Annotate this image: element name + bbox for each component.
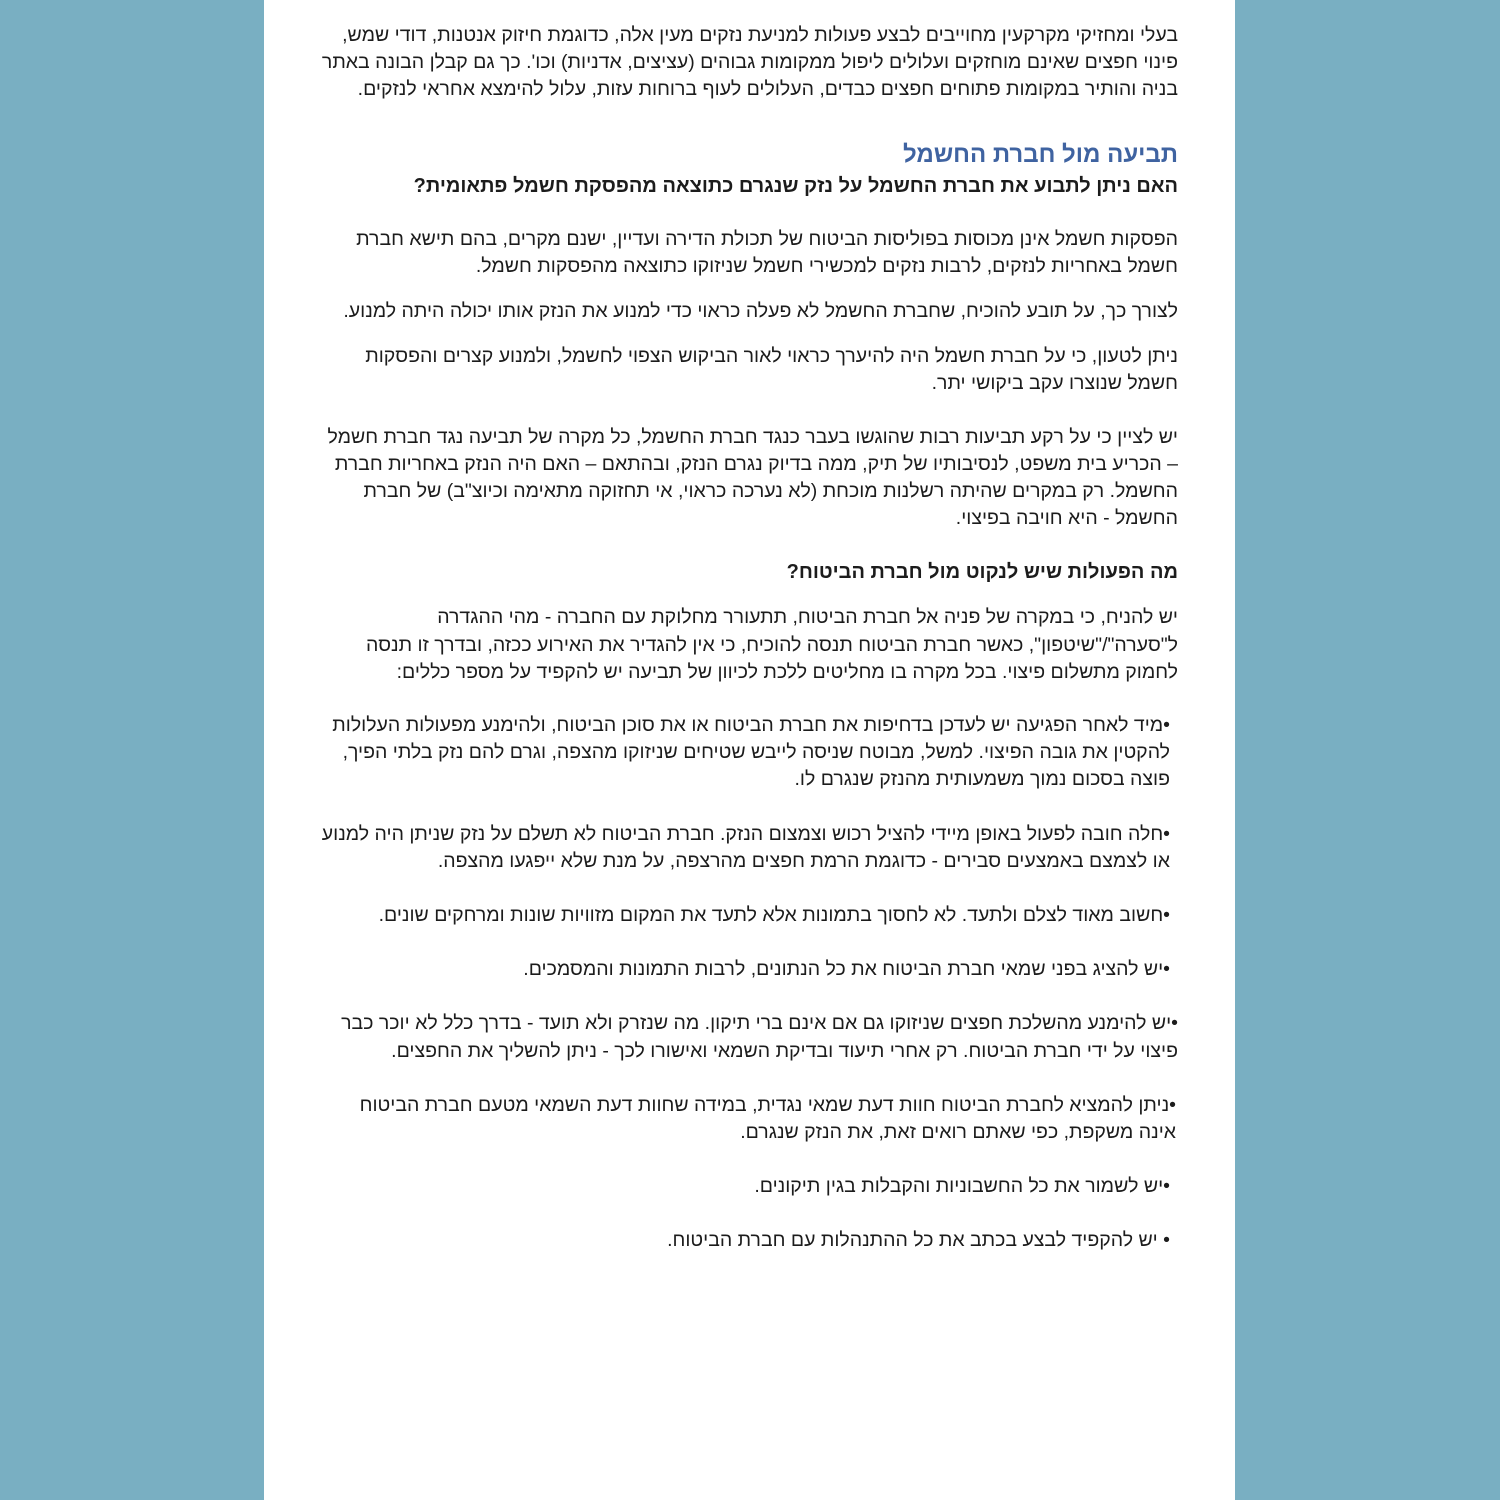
bullet-icon: • xyxy=(1163,904,1170,927)
paragraph-3: ניתן לטעון, כי על חברת חשמל היה להיערך כראוי לאור הביקוש הצפוי לחשמל, ולמנוע קצרים והפסקות חשמל שנוצרו עקב ביקושי יתר. xyxy=(365,345,1178,395)
section-heading-electric-company: תביעה מול חברת החשמל xyxy=(902,140,1178,168)
list-item xyxy=(320,1092,1176,1146)
insurance-steps-list xyxy=(320,712,1178,1255)
paragraph-4: יש לציין כי על רקע תביעות רבות שהוגשו בעבר כנגד חברת החשמל, כל מקרה של תביעה נגד חברת חשמל – הכריע בית משפט, לנסיבותיו של תיק, ממה בדיוק נגרם הנזק, ובהתאם – האם היה הנזק באחריות חברת החשמל. רק במקרים שהיתה רשלנות מוכחת (לא נערכה כראוי, אי תחזוקה מתאימה וכיוצ"ב) של חברת החשמל - היא חויבה בפיצוי. xyxy=(327,425,1178,530)
list-item-text: יש לשמור את כל החשבוניות והקבלות בגין תיקונים. xyxy=(754,1175,1164,1198)
list-item-text: חשוב מאוד לצלם ולתעד. לא לחסוך בתמונות אלא לתעד את המקום מזוויות שונות ומרחקים שונים. xyxy=(378,904,1164,927)
list-item xyxy=(320,821,1170,875)
list-item-text: יש להציג בפני שמאי חברת הביטוח את כל הנתונים, לרבות התמונות והמסמכים. xyxy=(523,958,1164,981)
bullet-icon: • xyxy=(1163,822,1170,845)
bullet-icon: • xyxy=(1163,714,1170,737)
list-item xyxy=(320,902,1170,929)
list-item-text: יש להימנע מהשלכת חפצים שניזוקו גם אם אינם ברי תיקון. מה שנזרק ולא תועד - בדרך כלל לא יוכר כבר פיצוי על ידי חברת הביטוח. רק אחרי תיעוד ובדיקת השמאי ואישורו לכך - ניתן להשליך את החפצים. xyxy=(341,1012,1178,1062)
bullet-icon: • xyxy=(1163,958,1170,981)
document-body xyxy=(320,22,1178,1282)
paragraph-1: הפסקות חשמל אינן מכוסות בפוליסות הביטוח של תכולת הדירה ועדיין, ישנם מקרים, בהם תישא חברת חשמל באחריות לנזקים, לרבות נזקים למכשירי חשמל שניזוקו כתוצאה מהפסקות חשמל. xyxy=(356,227,1178,277)
list-item-text: יש להקפיד לבצע בכתב את כל ההתנהלות עם חברת הביטוח. xyxy=(667,1229,1158,1252)
intro-paragraph: בעלי ומחזיקי מקרקעין מחוייבים לבצע פעולות למניעת נזקים מעין אלה, כדוגמת חיזוק אנטנות, דודי שמש, פינוי חפצים שאינם מוחזקים ועלולים ליפול ממקומות גבוהים (עציצים, אדניות) וכו'. כך גם קבלן הבונה באתר בניה והותיר במקומות פתוחים חפצים כבדים, העלולים לעוף ברוחות עזות, עלול להימצא אחראי לנזקים. xyxy=(321,24,1178,101)
list-item xyxy=(320,956,1170,983)
list-item xyxy=(320,1173,1170,1200)
bullet-icon: • xyxy=(1169,1093,1176,1116)
list-item xyxy=(320,1227,1170,1254)
paragraph-2: לצורך כך, על תובע להוכיח, שחברת החשמל לא פעלה כראוי כדי למנוע את הנזק אותו יכולה היתה למנוע. xyxy=(343,300,1178,323)
bullet-icon: • xyxy=(1163,1175,1170,1198)
bullet-icon: • xyxy=(1171,1012,1178,1035)
section-question-electric-company: האם ניתן לתבוע את חברת החשמל על נזק שנגרם כתוצאה מהפסקת חשמל פתאומית? xyxy=(413,174,1178,197)
list-item-text: ניתן להמציא לחברת הביטוח חוות דעת שמאי נגדית, במידה שחוות דעת השמאי מטעם חברת הביטוח אינה משקפת, כפי שאתם רואים זאת, את הנזק שנגרם. xyxy=(359,1093,1176,1144)
list-item xyxy=(320,712,1170,794)
bullet-icon: • xyxy=(1163,1229,1170,1252)
list-item xyxy=(320,1010,1178,1064)
insurance-intro-paragraph: יש להניח, כי במקרה של פניה אל חברת הביטוח, תתעורר מחלוקת עם החברה - מהי ההגדרה ל"סערה"/"שיטפון", כאשר חברת הביטוח תנסה להוכיח, כי אין להגדיר את האירוע ככזה, ובדרך זו תנסה לחמוק מתשלום פיצוי. בכל מקרה בו מחליטים ללכת לכיוון של תביעה יש להקפיד על מספר כללים: xyxy=(366,606,1178,683)
list-item-text: חלה חובה לפעול באופן מיידי להציל רכוש וצמצום הנזק. חברת הביטוח לא תשלם על נזק שניתן היה למנוע או לצמצם באמצעים סבירים - כדוגמת הרמת חפצים מהרצפה, על מנת שלא ייפגעו מהצפה. xyxy=(321,822,1170,872)
section-question-insurance: מה הפעולות שיש לנקוט מול חברת הביטוח? xyxy=(786,561,1178,584)
document-page xyxy=(264,0,1235,1500)
list-item-text: מיד לאחר הפגיעה יש לעדכן בדחיפות את חברת הביטוח או את סוכן הביטוח, ולהימנע מפעולות העלולות להקטין את גובה הפיצוי. למשל, מבוטח שניסה לייבש שטיחים שניזוקו מהצפה, וגרם להם נזק בלתי הפיך, פוצה בסכום נמוך משמעותית מהנזק שנגרם לו. xyxy=(332,714,1170,791)
